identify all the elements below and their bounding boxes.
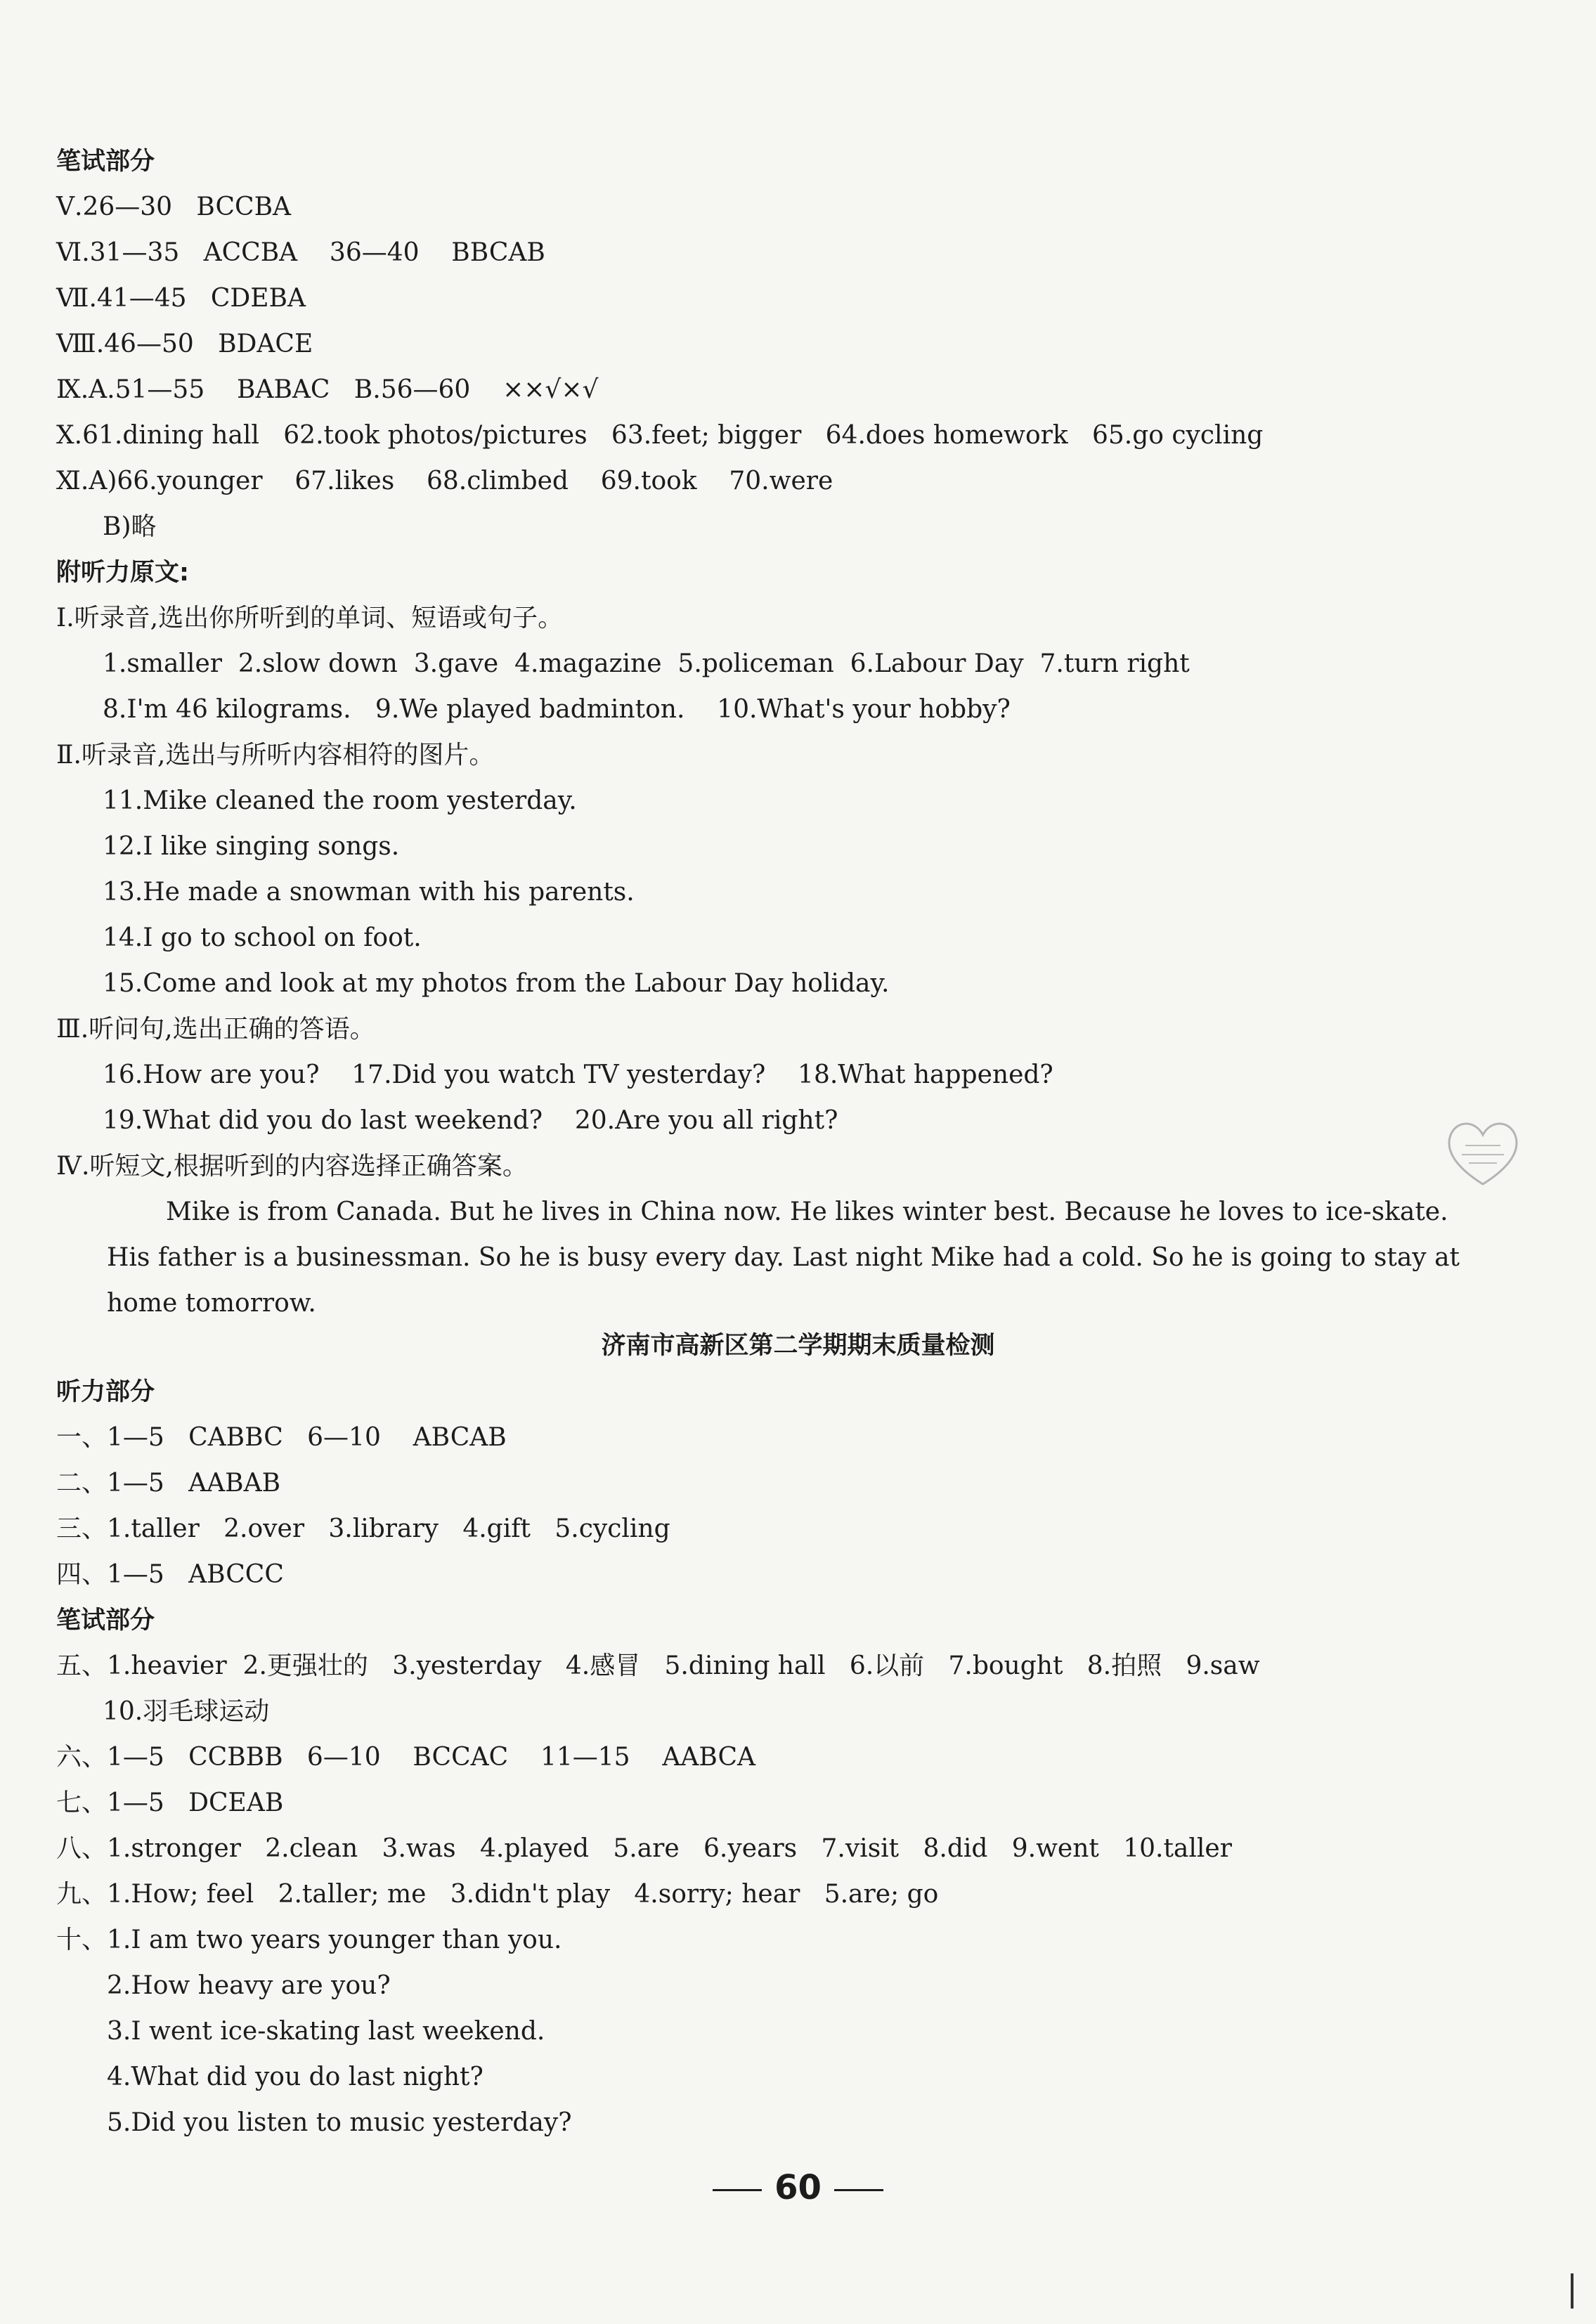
answer-line: 三、1.taller 2.over 3.library 4.gift 5.cycling [56,1514,670,1543]
section-heading-written: 笔试部分 [56,148,155,176]
script-line: 11.Mike cleaned the room yesterday. [103,786,577,815]
dash-right [834,2189,883,2191]
answer-line: Ⅸ.A.51—55 BABAC B.56—60 ××√×√ [56,375,599,404]
section-heading-written: 笔试部分 [56,1606,155,1635]
answer-line: 3.I went ice-skating last weekend. [107,2017,545,2046]
answer-line: 六、1—5 CCBBB 6—10 BCCAC 11—15 AABCA [56,1743,755,1772]
script-line: 14.I go to school on foot. [103,923,422,952]
section-heading-listening-script: 附听力原文: [56,559,189,587]
passage-line: home tomorrow. [107,1289,316,1318]
answer-line: 2.How heavy are you? [107,1971,391,2000]
answer-line: 四、1—5 ABCCC [56,1560,284,1589]
script-line: 1.smaller 2.slow down 3.gave 4.magazine 5.policeman 6.Labour Day 7.turn right [103,649,1190,678]
answer-line: 10.羽毛球运动 [103,1697,270,1726]
answer-line: Ⅶ.41—45 CDEBA [56,284,306,313]
answer-line: 4.What did you do last night? [107,2063,484,2091]
answer-line: 5.Did you listen to music yesterday? [107,2108,572,2137]
answer-line: 八、1.stronger 2.clean 3.was 4.played 5.are 6.years 7.visit 8.did 9.went 10.taller [56,1834,1232,1863]
publisher-stamp-icon [1441,1114,1525,1191]
page-number [0,2168,1596,2207]
answer-line: Ⅺ.A)66.younger 67.likes 68.climbed 69.took 70.were [56,467,833,495]
section-heading-listening: 听力部分 [56,1378,155,1406]
answer-line: Ⅷ.46—50 BDACE [56,330,313,358]
script-line: Ⅱ.听录音,选出与所听内容相符的图片。 [56,741,495,770]
answer-line: Ⅵ.31—35 ACCBA 36—40 BBCAB [56,238,545,267]
script-line: 12.I like singing songs. [103,832,400,861]
answer-line: 二、1—5 AABAB [56,1469,281,1498]
script-line: Ⅳ.听短文,根据听到的内容选择正确答案。 [56,1152,528,1181]
script-line: 19.What did you do last weekend? 20.Are you all right? [103,1106,838,1135]
script-line: 13.He made a snowman with his parents. [103,878,635,907]
dash-left [713,2189,762,2191]
script-line: 16.How are you? 17.Did you watch TV yesterday? 18.What happened? [103,1060,1053,1089]
answer-line: 十、1.I am two years younger than you. [56,1926,562,1954]
exam-title: 济南市高新区第二学期期末质量检测 [601,1332,995,1360]
answer-line: Ⅴ.26—30 BCCBA [56,193,292,221]
passage-line: Mike is from Canada. But he lives in China now. He likes winter best. Because he loves to ice-skate. [166,1197,1448,1226]
answer-line: 五、1.heavier 2.更强壮的 3.yesterday 4.感冒 5.dining hall 6.以前 7.bought 8.拍照 9.saw [56,1651,1260,1680]
answer-line: B)略 [103,512,157,541]
answer-line: 一、1—5 CABBC 6—10 ABCAB [56,1423,507,1452]
page-number-text: 60 [774,2168,822,2207]
answer-line: 七、1—5 DCEAB [56,1789,284,1817]
script-line: Ⅲ.听问句,选出正确的答语。 [56,1015,375,1044]
passage-line: His father is a businessman. So he is busy every day. Last night Mike had a cold. So he is going to stay at [107,1243,1460,1272]
script-line: Ⅰ.听录音,选出你所听到的单词、短语或句子。 [56,604,564,632]
edge-mark [1571,2273,1574,2309]
answer-line: Ⅹ.61.dining hall 62.took photos/pictures 63.feet; bigger 64.does homework 65.go cycling [56,421,1264,450]
script-line: 8.I'm 46 kilograms. 9.We played badminton. 10.What's your hobby? [103,695,1011,724]
answer-line: 九、1.How; feel 2.taller; me 3.didn't play 4.sorry; hear 5.are; go [56,1880,939,1909]
script-line: 15.Come and look at my photos from the Labour Day holiday. [103,969,890,998]
